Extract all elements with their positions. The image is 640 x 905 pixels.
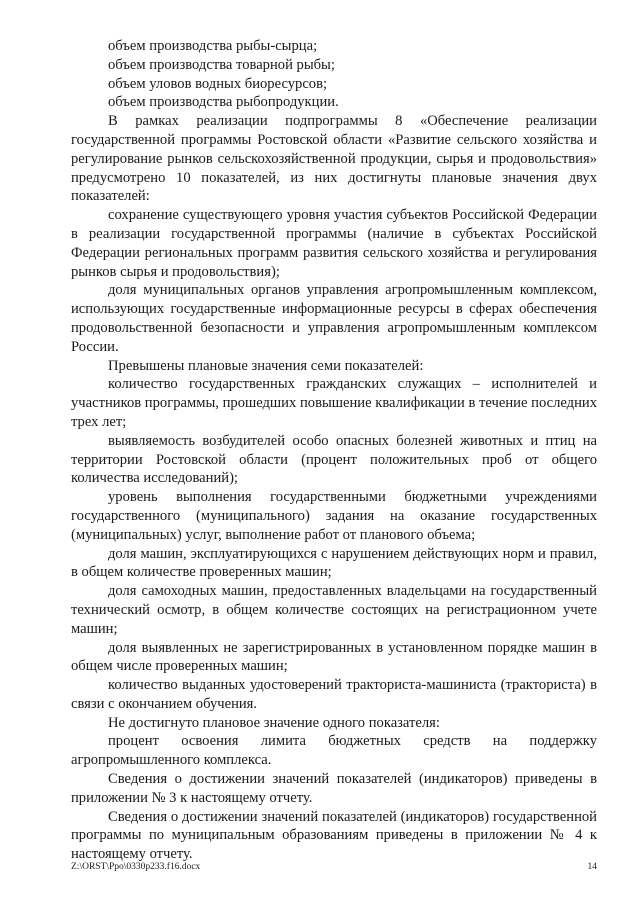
paragraph: объем производства рыбы-сырца; <box>108 38 318 54</box>
page-footer <box>71 861 597 873</box>
paragraph: количество государственных гражданских служащих – исполнителей и участников программы, прошедших повышение квалификации в течение последних трех лет; <box>71 376 597 430</box>
paragraph: уровень выполнения государственными бюджетными учреждениями государственного (муниципального) задания на оказание государственных (муниципальных) услуг, выполнение работ от планового объема; <box>71 489 597 543</box>
page-number: 14 <box>587 862 597 872</box>
paragraph: Сведения о достижении значений показателей (индикаторов) приведены в приложении № 3 к настоящему отчету. <box>71 771 597 806</box>
paragraph: объем производства товарной рыбы; <box>108 56 335 73</box>
paragraph: сохранение существующего уровня участия субъектов Российской Федерации в реализации государственной программы (наличие в субъектах Российской Федерации региональных программ развития сельского хозяйства и регулирования рынков сырья и продовольствия); <box>71 207 597 280</box>
paragraph: Сведения о достижении значений показателей (индикаторов) государственной программы по муниципальным образованиям приведены в приложении № 4 к настоящему отчету. <box>71 808 597 863</box>
document-page <box>71 37 597 864</box>
paragraph: количество выданных удостоверений тракториста-машиниста (тракториста) в связи с окончанием обучения. <box>71 677 597 712</box>
paragraph: процент освоения лимита бюджетных средств на поддержку агропромышленного комплекса. <box>71 733 597 769</box>
paragraph: выявляемость возбудителей особо опасных болезней животных и птиц на территории Ростовской области (процент положительных проб от общего количества исследований); <box>71 432 597 487</box>
paragraph: Не достигнуто плановое значение одного показателя: <box>108 714 440 731</box>
footer-file-path: Z:\ORST\Ppo\0330p233.f16.docx <box>71 862 201 872</box>
paragraph: доля выявленных не зарегистрированных в установленном порядке машин в общем числе проверенных машин; <box>71 639 597 675</box>
paragraph: объем уловов водных биоресурсов; <box>108 75 328 92</box>
paragraph: Превышены плановые значения семи показателей: <box>108 357 424 374</box>
paragraph: доля муниципальных органов управления агропромышленным комплексом, использующих государственные информационные ресурсы в сферах обеспечения продовольственной безопасности и управления агропромышленным комплексом России. <box>71 282 597 355</box>
paragraph: доля машин, эксплуатирующихся с нарушением действующих норм и правил, в общем количестве проверенных машин; <box>71 545 597 581</box>
paragraph: доля самоходных машин, предоставленных владельцами на государственный технический осмотр, в общем количестве состоящих на регистрационном учете машин; <box>71 583 597 637</box>
paragraph: объем производства рыбопродукции. <box>108 94 339 111</box>
paragraph: В рамках реализации подпрограммы 8 «Обеспечение реализации государственной программы Ростовской области «Развитие сельского хозяйства и регулирование рынков сельскохозяйственной продукции, сырья и продовольствия» предусмотрено 10 показателей, из них достигнуты плановые значения двух показателей: <box>71 113 597 205</box>
